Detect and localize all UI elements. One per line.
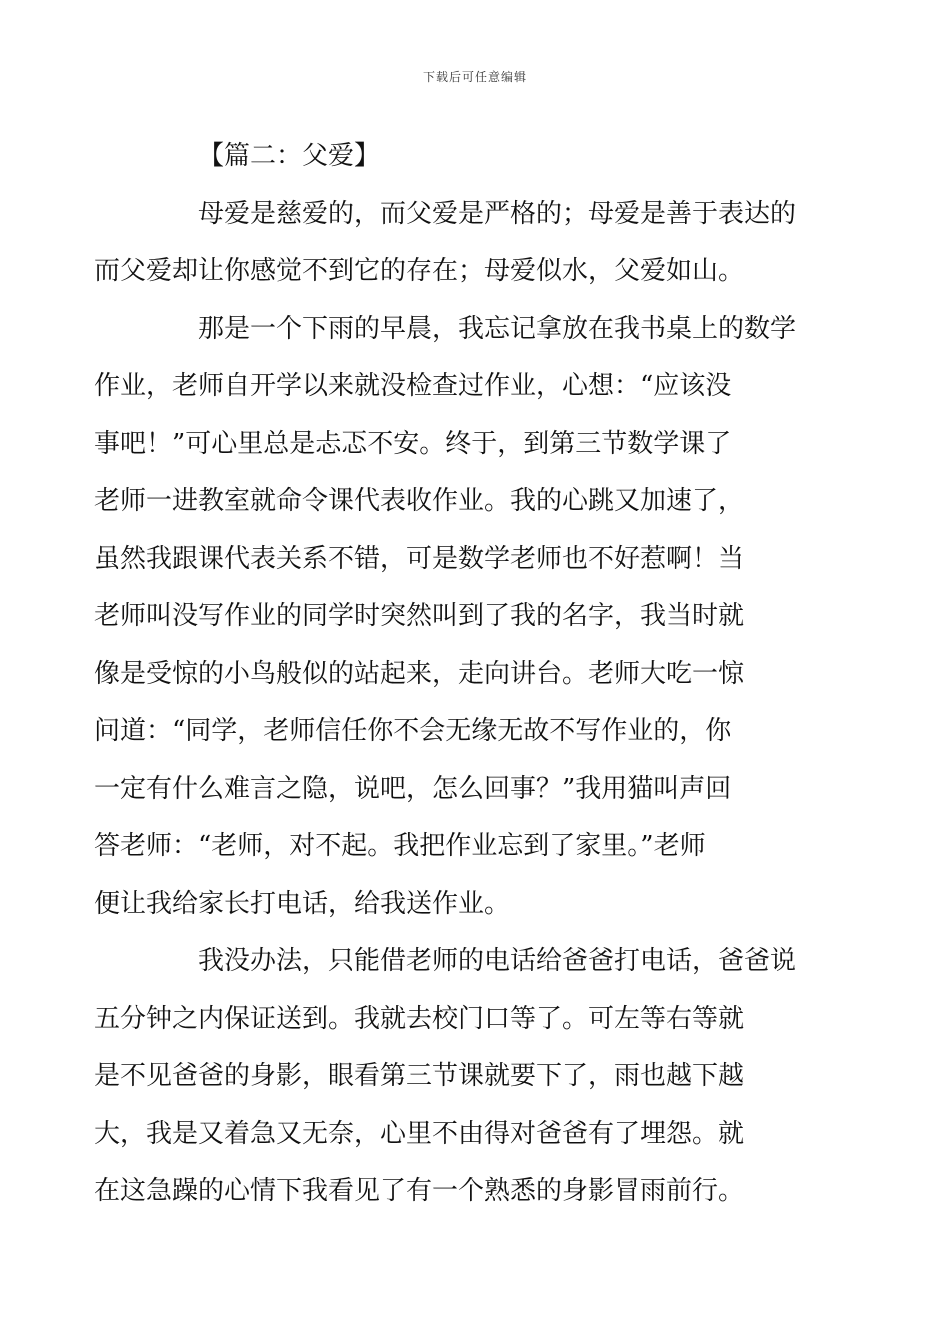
text-line: 老师一进教室就命令课代表收作业。我的心跳又加速了，	[94, 486, 745, 516]
text-line: 大，我是又着急又无奈，心里不由得对爸爸有了埋怨。就	[94, 1118, 745, 1149]
text-line: 老师叫没写作业的同学时突然叫到了我的名字，我当时就	[94, 601, 745, 631]
text-line: 虽然我跟课代表关系不错，可是数学老师也不好惹啊！当	[94, 543, 745, 574]
text-line: 五分钟之内保证送到。我就去校门口等了。可左等右等就	[94, 1003, 745, 1034]
text-line: 答老师：“老师，对不起。我把作业忘到了家里。”老师	[94, 831, 706, 861]
text-line: 便让我给家长打电话，给我送作业。	[94, 888, 511, 919]
text-line: 是不见爸爸的身影，眼看第三节课就要下了，雨也越下越	[94, 1061, 745, 1091]
paragraph	[94, 186, 806, 301]
text-line: 而父爱却让你感觉不到它的存在；母爱似水，父爱如山。	[94, 256, 745, 286]
text-line: 作业，老师自开学以来就没检查过作业，心想：“应该没	[94, 371, 732, 401]
text-line: 像是受惊的小鸟般似的站起来，走向讲台。老师大吃一惊	[94, 658, 745, 689]
text-line: 一定有什么难言之隐，说吧，怎么回事？”我用猫叫声回	[94, 773, 732, 804]
paragraph	[94, 301, 806, 934]
text-line: 我没办法，只能借老师的电话给爸爸打电话，爸爸说	[198, 946, 797, 976]
text-line: 事吧！”可心里总是忐忑不安。终于，到第三节数学课了	[94, 428, 732, 459]
text-line: 问道：“同学，老师信任你不会无缘无故不写作业的，你	[94, 716, 732, 746]
paragraph	[94, 933, 806, 1221]
section-title: 【篇二：父爱】	[198, 141, 381, 171]
text-line: 母爱是慈爱的，而父爱是严格的；母爱是善于表达的	[198, 198, 797, 229]
article-body	[94, 128, 806, 1221]
text-line: 在这急躁的心情下我看见了有一个熟悉的身影冒雨前行。	[94, 1176, 745, 1206]
page-header: 下载后可任意编辑	[422, 70, 527, 84]
text-line: 那是一个下雨的早晨，我忘记拿放在我书桌上的数学	[198, 313, 797, 344]
